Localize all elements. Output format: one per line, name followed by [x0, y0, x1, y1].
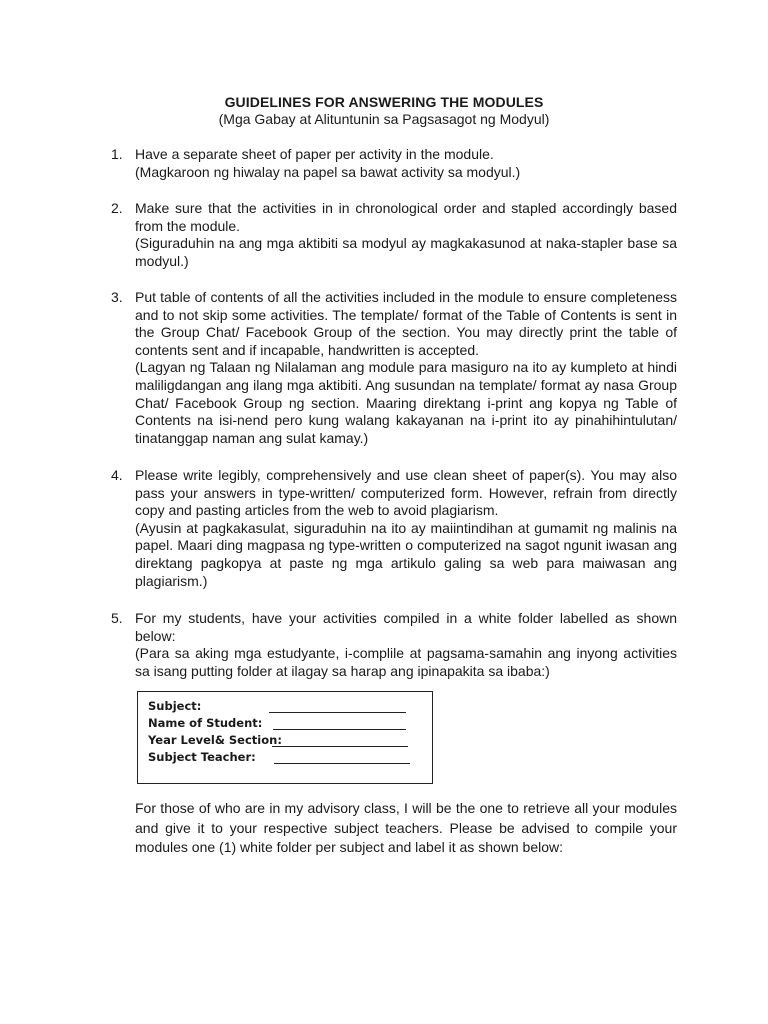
item-filipino-text: (Magkaroon ng hiwalay na papel sa bawat activity sa modyul.) [135, 163, 521, 180]
label-subject-teacher: Subject Teacher: [148, 750, 256, 764]
item-filipino-text: (Siguraduhin na ang mga aktibiti sa modyul ay magkakasunod at naka-stapler base sa modyul.) [135, 235, 677, 269]
subject-blank-line [269, 712, 406, 713]
item-english-text: For my students, have your activities compiled in a white folder labelled as shown below: [135, 610, 677, 644]
label-name-of-student: Name of Student: [148, 716, 263, 730]
teacher-blank-line [274, 763, 410, 764]
item-filipino-text: (Lagyan ng Talaan ng Nilalaman ang module para masiguro na ito ay kumpleto at hindi maliligdangan ang ilang mga aktibiti. Ang susundan na template/ format ay nasa Group Chat/ Facebook Group ng section. Maaring direktang i-print ang kopya ng Table of Contents na isi-nend pero kung walang kakayanan na i-print ito ay pinahihintulutan/ tinatanggap naman ang sulat kamay.) [135, 359, 677, 446]
item-number: 3. [111, 289, 123, 305]
label-year-level-section: Year Level& Section: [148, 733, 282, 747]
item-number: 5. [111, 610, 123, 626]
label-subject: Subject: [148, 699, 202, 713]
guideline-item-3 [111, 289, 677, 447]
item-english-text: Please write legibly, comprehensively and use clean sheet of paper(s). You may also pass your answers in type-written/ computerized form. However, refrain from directly copy and pasting articles from the web to avoid plagiarism. [135, 467, 677, 519]
advisory-note: For those of who are in my advisory class, I will be the one to retrieve all your modules and give it to your respective subject teachers. Please be advised to compile your modules one (1) white folder per subject and label it as shown below: [135, 800, 677, 855]
item-number: 1. [111, 146, 123, 162]
page-subtitle: (Mga Gabay at Alituntunin sa Pagsasagot ng Modyul) [218, 111, 550, 127]
item-english-text: Put table of contents of all the activities included in the module to ensure completeness and to not skip some activities. The template/ format of the Table of Contents is sent in the Group Chat/ Facebook Group of the section. You may directly print the table of contents sent and if incapable, handwritten is accepted. [135, 289, 677, 358]
guideline-item-4 [111, 467, 677, 590]
item-number: 2. [111, 200, 123, 216]
guideline-item-2 [111, 200, 677, 270]
guideline-item-5 [111, 610, 677, 680]
item-number: 4. [111, 467, 123, 483]
item-filipino-text: (Ayusin at pagkakasulat, siguraduhin na ito ay maiintindihan at gumamit ng malinis na papel. Maari ding magpasa ng type-written o computerized na sagot ngunit iwasan ang direktang pagkopya at paste ng mga artikulo galing sa web para maiwasan ang plagiarism.) [135, 519, 677, 589]
guideline-item-1 [111, 146, 677, 181]
item-english-text: Have a separate sheet of paper per activity in the module. [135, 146, 494, 162]
folder-label-box [137, 691, 433, 784]
year-section-blank-line [272, 746, 408, 747]
item-english-text: Make sure that the activities in in chronological order and stapled accordingly based from the module. [135, 200, 677, 234]
page-title: GUIDELINES FOR ANSWERING THE MODULES [224, 94, 544, 110]
item-filipino-text: (Para sa aking mga estudyante, i-complile at pagsama-samahin ang inyong activities sa isang putting folder at ilagay sa harap ang ipinapakita sa ibaba:) [135, 645, 677, 679]
name-blank-line [273, 729, 406, 730]
